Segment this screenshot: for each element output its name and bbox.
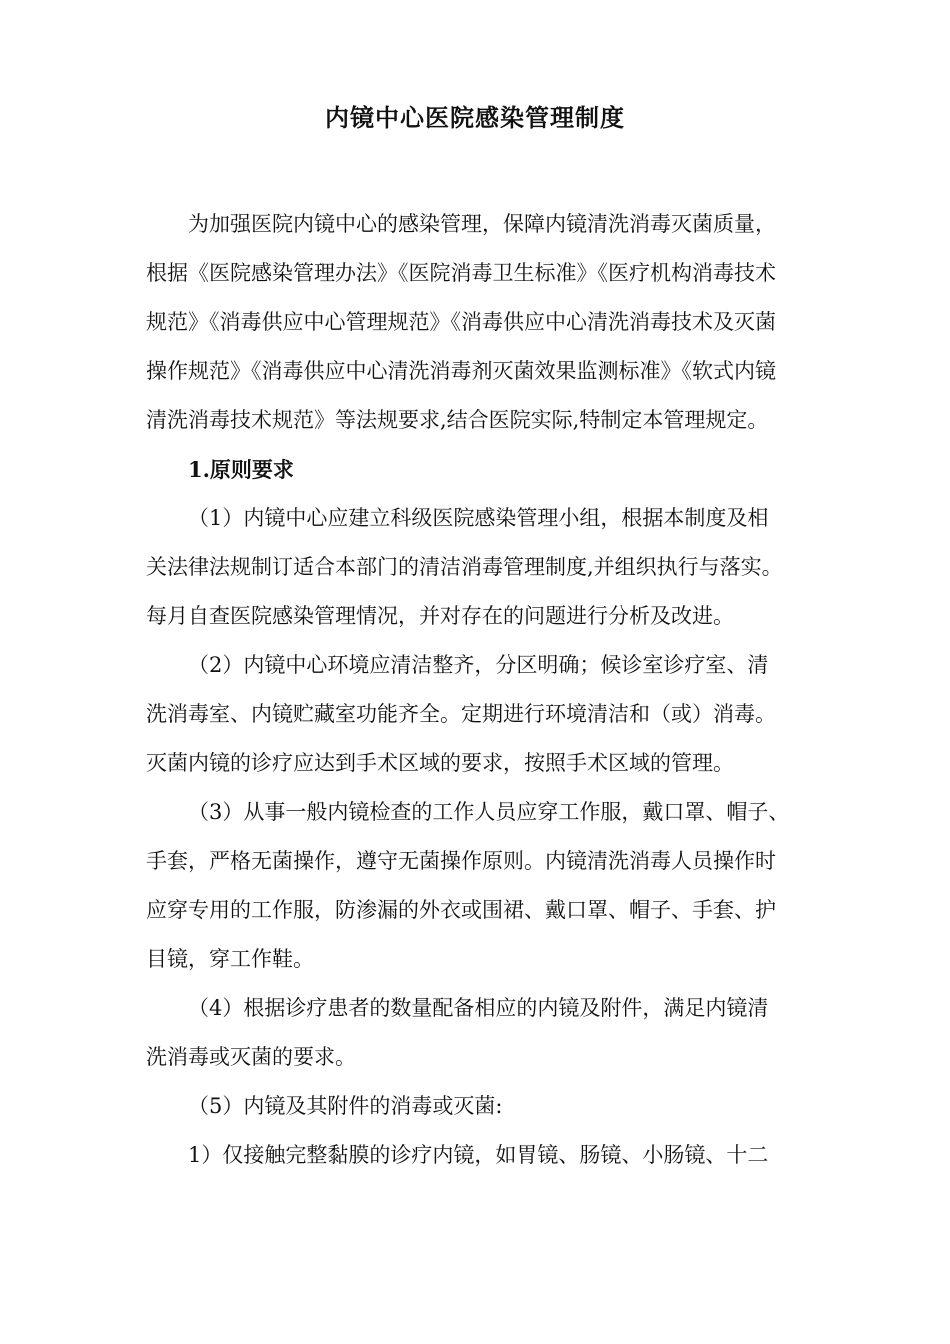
paragraph-line: 规范》《消毒供应中心管理规范》《消毒供应中心清洗消毒技术及灭菌	[146, 310, 776, 334]
paragraph-line: 手套，严格无菌操作，遵守无菌操作原则。内镜清洗消毒人员操作时	[146, 849, 776, 873]
paragraph-line: 为加强医院内镜中心的感染管理，保障内镜清洗消毒灭菌质量，	[188, 212, 776, 236]
paragraph-line: 每月自查医院感染管理情况，并对存在的问题进行分析及改进。	[146, 604, 734, 628]
paragraph-line: 目镜，穿工作鞋。	[146, 947, 314, 971]
paragraph-line: 1）仅接触完整黏膜的诊疗内镜，如胃镜、肠镜、小肠镜、十二	[188, 1143, 769, 1167]
paragraph-line: 清洗消毒技术规范》等法规要求,结合医院实际,特制定本管理规定。	[146, 408, 769, 432]
paragraph-line: 操作规范》《消毒供应中心清洗消毒剂灭菌效果监测标准》《软式内镜	[146, 359, 776, 383]
section-heading: 1.原则要求	[188, 457, 294, 482]
paragraph-line: （5）内镜及其附件的消毒或灭菌:	[188, 1094, 503, 1118]
paragraph-line: 关法律法规制订适合本部门的清洁消毒管理制度,并组织执行与落实。	[146, 555, 783, 579]
paragraph-line: 根据《医院感染管理办法》《医院消毒卫生标准》《医疗机构消毒技术	[146, 261, 776, 285]
paragraph-line: （4）根据诊疗患者的数量配备相应的内镜及附件，满足内镜清	[188, 996, 769, 1020]
document-title: 内镜中心医院感染管理制度	[325, 103, 625, 132]
paragraph-line: （1）内镜中心应建立科级医院感染管理小组，根据本制度及相	[188, 506, 769, 530]
paragraph-line: 洗消毒室、内镜贮藏室功能齐全。定期进行环境清洁和（或）消毒。	[146, 702, 776, 726]
document-body	[146, 200, 818, 1180]
paragraph-line: 灭菌内镜的诊疗应达到手术区域的要求，按照手术区域的管理。	[146, 751, 734, 775]
paragraph-line: （2）内镜中心环境应清洁整齐，分区明确；候诊室诊疗室、清	[188, 653, 769, 677]
paragraph-line: 应穿专用的工作服，防渗漏的外衣或围裙、戴口罩、帽子、手套、护	[146, 898, 776, 922]
paragraph-line: 洗消毒或灭菌的要求。	[146, 1045, 356, 1069]
paragraph-line: （3）从事一般内镜检查的工作人员应穿工作服，戴口罩、帽子、	[188, 800, 790, 824]
